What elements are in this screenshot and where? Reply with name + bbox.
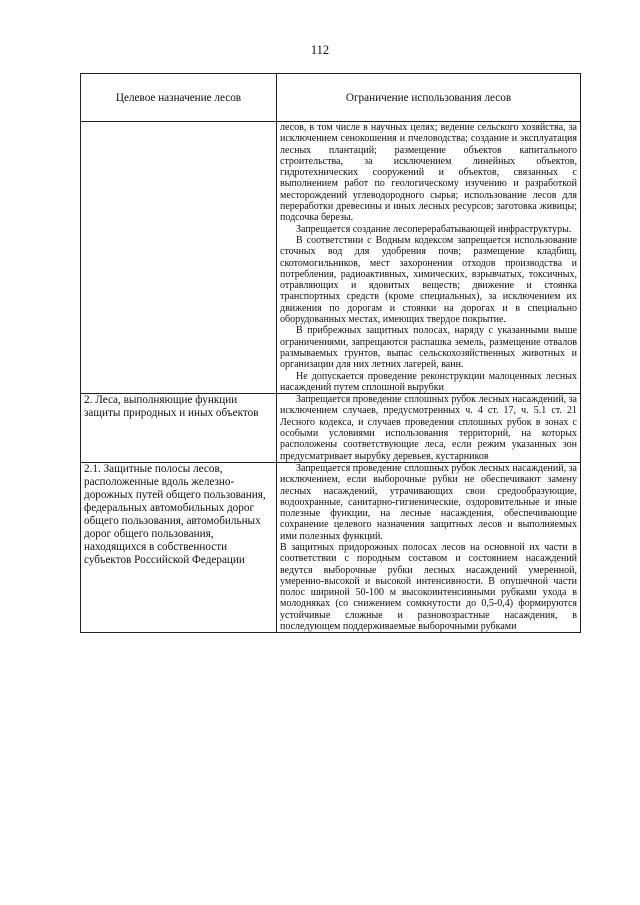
header-purpose: Целевое назначение лесов [81, 74, 277, 122]
table-row [81, 394, 581, 463]
restriction-paragraph: В защитных придорожных полосах лесов на основной их части в соответствии с породным составом и состоянием насаждений ведутся выборочные рубки лесных насаждений умеренной, умеренно-высокой и высокой интенсивности. В опушечной части полос шириной 50-100 м высокоинтенсивными рубками ухода в молодняках (со снижением сомкнутости до 0,5-0,4) формируются устойчивые сложные и разновозрастные насаждения, в последующем поддерживаемые выборочными рубками [280, 541, 577, 633]
restriction-paragraph: Запрещается проведение сплошных рубок лесных насаждений, за исключением, если выборочные рубки не обеспечивают замену лесных насаждений, утрачивающих свои средообразующие, водоохранные, санитарно-гигиенические, оздоровительные и иные полезные функции, на лесные насаждения, обеспечивающие сохранение целевого назначения защитных лесов и выполняемых ими полезных функций. [280, 462, 577, 542]
restriction-paragraph: Не допускается проведение реконструкции малоценных лесных насаждений путем сплошной вырубки [280, 370, 577, 393]
table-row [81, 462, 581, 632]
header-restriction: Ограничение использования лесов [277, 74, 581, 122]
row-purpose-cell [81, 122, 277, 394]
row-restriction-cell [277, 394, 581, 463]
table-row [81, 122, 581, 394]
restriction-paragraph: В соответствии с Водным кодексом запрещается использование сточных вод для удобрения почв; размещение кладбищ, скотомогильников, мест захоронения отходов производства и потребления, радиоактивных, химических, взрывчатых, токсичных, отравляющих и ядовитых веществ; движение и стоянка транспортных средств (кроме специальных), за исключением их движения по дорогам и стоянки на дорогах и в специально оборудованных местах, имеющих твердое покрытие. [280, 234, 577, 326]
restriction-paragraph: В прибрежных защитных полосах, наряду с указанными выше ограничениями, запрещаются распашка земель, размещение отвалов размываемых грунтов, выпас сельскохозяйственных животных и организации для них летних лагерей, ванн. [280, 325, 577, 371]
row-purpose-cell: 2. Леса, выполняющие функции защиты природных и иных объектов [81, 394, 277, 463]
row-restriction-cell [277, 462, 581, 632]
page-number: 112 [310, 43, 330, 57]
restriction-paragraph: Запрещается создание лесоперерабатывающей инфраструктуры. [296, 223, 572, 235]
row-restriction-cell [277, 122, 581, 394]
table-body [81, 122, 581, 633]
forest-restrictions-table [80, 73, 581, 633]
row-purpose-cell: 2.1. Защитные полосы лесов, расположенные вдоль железно-дорожных путей общего пользования, федеральных автомобильных дорог общего пользования, автомобильных дорог общего пользования, находящихся в собственности субъектов Российской Федерации [81, 462, 277, 632]
table-header-row [81, 74, 581, 122]
restriction-paragraph: лесов, в том числе в научных целях; ведение сельского хозяйства, за исключением сенокошения и пчеловодства; создание и эксплуатация лесных плантаций; размещение объектов капитального строительства, за исключением линейных объектов, гидротехнических сооружений и объектов, связанных с выполнением работ по геологическому изучению и разработкой месторождений углеводородного сырья; использование лесов для переработки древесины и иных лесных ресурсов; заготовка живицы; подсочка березы. [280, 122, 577, 224]
restriction-paragraph: Запрещается проведение сплошных рубок лесных насаждений, за исключением случаев, предусмотренных ч. 4 ст. 17, ч. 5.1 ст. 21 Лесного кодекса, и случаев проведения сплошных рубок в зонах с особыми условиями использования территорий, на которых расположены соответствующие леса, если режим указанных зон предусматривает вырубку деревьев, кустарников [280, 394, 577, 462]
